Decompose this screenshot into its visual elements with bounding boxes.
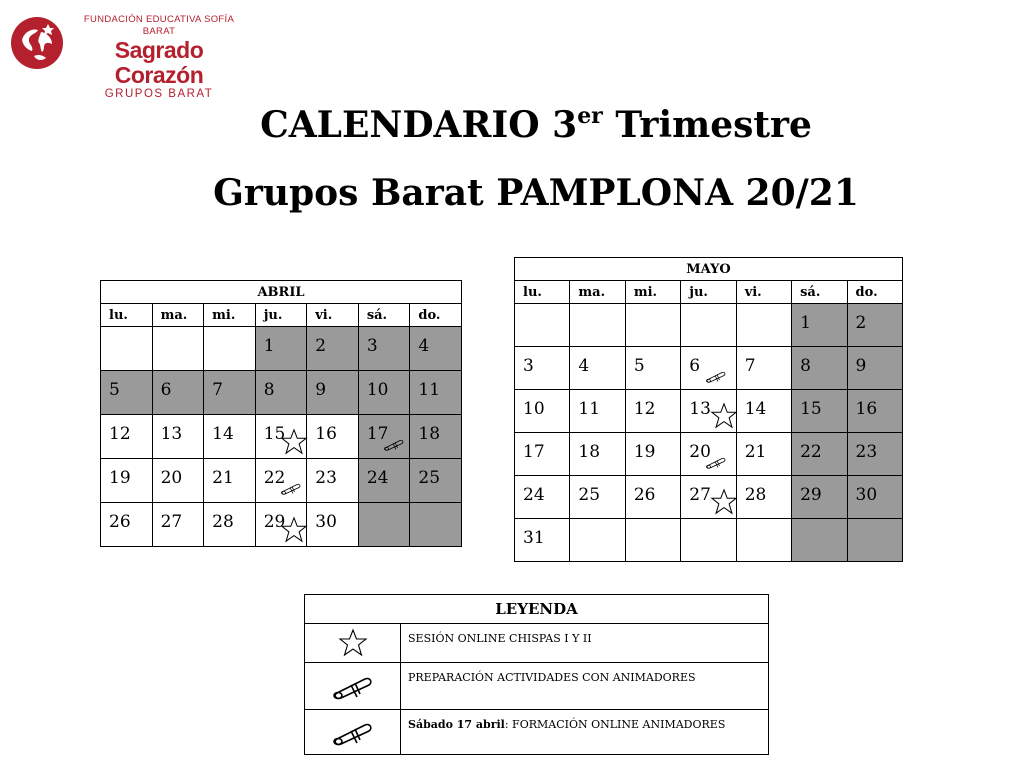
day-cell xyxy=(625,390,680,433)
day-number: 13 xyxy=(689,399,711,419)
day-number: 29 xyxy=(800,485,822,505)
legend-icon-cell xyxy=(305,710,401,755)
week-row xyxy=(515,519,903,562)
day-cell xyxy=(847,433,902,476)
day-number: 29 xyxy=(263,512,286,532)
empty-day-cell xyxy=(625,519,680,562)
day-cell xyxy=(152,371,204,415)
scroll-icon xyxy=(280,481,302,495)
weekday-header: do. xyxy=(410,304,462,327)
day-cell xyxy=(358,459,410,503)
day-number: 4 xyxy=(578,356,590,376)
day-cell xyxy=(410,415,462,459)
day-cell xyxy=(792,304,847,347)
day-cell xyxy=(255,371,307,415)
day-cell xyxy=(681,390,736,433)
day-number: 20 xyxy=(689,442,711,462)
day-cell xyxy=(101,459,153,503)
legend-title: LEYENDA xyxy=(305,595,769,624)
day-cell xyxy=(570,476,625,519)
day-number: 6 xyxy=(689,356,701,376)
day-number: 3 xyxy=(523,356,534,376)
week-row xyxy=(101,371,462,415)
legend-icon-cell xyxy=(305,624,401,663)
day-cell xyxy=(204,503,256,547)
empty-day-cell xyxy=(101,327,153,371)
day-cell xyxy=(410,327,462,371)
week-row xyxy=(515,304,903,347)
weekday-header: do. xyxy=(847,281,902,304)
legend-text xyxy=(401,624,769,663)
day-number: 30 xyxy=(315,512,337,532)
day-cell xyxy=(515,433,570,476)
empty-day-cell xyxy=(736,519,791,562)
day-number: 19 xyxy=(633,442,656,462)
day-cell xyxy=(570,390,625,433)
globe-heart-icon xyxy=(10,16,64,70)
week-row xyxy=(515,390,903,433)
day-number: 10 xyxy=(366,380,389,400)
calendar-mayo xyxy=(514,257,903,562)
day-number: 18 xyxy=(578,442,601,462)
legend-row xyxy=(305,663,769,710)
day-cell xyxy=(410,459,462,503)
day-number: 9 xyxy=(855,356,867,376)
day-number: 23 xyxy=(315,468,337,488)
legend-row xyxy=(305,624,769,663)
day-cell xyxy=(204,459,256,503)
day-number: 2 xyxy=(855,313,867,333)
day-cell xyxy=(570,433,625,476)
day-number: 15 xyxy=(263,424,286,444)
day-cell xyxy=(307,371,359,415)
day-cell xyxy=(204,415,256,459)
star-icon xyxy=(710,488,738,516)
day-number: 26 xyxy=(633,485,656,505)
day-cell xyxy=(358,415,410,459)
legend-text-bold: Sábado 17 abril xyxy=(408,718,505,731)
month-name: ABRIL xyxy=(101,281,462,304)
legend-icon-cell xyxy=(305,663,401,710)
day-cell xyxy=(847,347,902,390)
day-number: 11 xyxy=(578,399,601,419)
day-cell xyxy=(847,476,902,519)
weekday-header: sá. xyxy=(358,304,410,327)
empty-day-cell xyxy=(358,503,410,547)
day-cell xyxy=(255,503,307,547)
day-cell xyxy=(255,415,307,459)
day-number: 17 xyxy=(523,442,545,462)
day-number: 17 xyxy=(366,424,389,444)
day-cell xyxy=(307,327,359,371)
day-cell xyxy=(307,459,359,503)
page-title xyxy=(0,104,1024,146)
day-number: 16 xyxy=(315,424,337,444)
day-cell xyxy=(101,503,153,547)
weekday-header: sá. xyxy=(792,281,847,304)
weekday-header: lu. xyxy=(101,304,153,327)
day-cell xyxy=(570,347,625,390)
day-number: 22 xyxy=(800,442,822,462)
day-number: 30 xyxy=(855,485,878,505)
day-number: 1 xyxy=(263,336,275,356)
week-row xyxy=(515,433,903,476)
scroll-icon xyxy=(331,672,375,700)
day-number: 14 xyxy=(212,424,234,444)
day-cell xyxy=(515,519,570,562)
day-number: 21 xyxy=(212,468,234,488)
day-number: 3 xyxy=(366,336,378,356)
legend-text-body: : FORMACIÓN ONLINE ANIMADORES xyxy=(504,718,726,731)
day-number: 15 xyxy=(800,399,822,419)
day-cell xyxy=(307,503,359,547)
day-number: 2 xyxy=(315,336,327,356)
day-number: 22 xyxy=(263,468,286,488)
day-cell xyxy=(625,433,680,476)
legend-text xyxy=(401,710,769,755)
day-cell xyxy=(152,503,204,547)
weekday-header: lu. xyxy=(515,281,570,304)
day-number: 5 xyxy=(109,380,120,400)
day-cell xyxy=(847,304,902,347)
day-number: 24 xyxy=(523,485,545,505)
day-cell xyxy=(681,347,736,390)
week-row xyxy=(101,459,462,503)
star-icon xyxy=(338,628,368,658)
logo-text xyxy=(68,14,250,101)
week-row xyxy=(515,476,903,519)
empty-day-cell xyxy=(681,304,736,347)
logo-foundation: FUNDACIÓN EDUCATIVA SOFÍA BARAT xyxy=(83,14,235,37)
day-cell xyxy=(515,347,570,390)
empty-day-cell xyxy=(410,503,462,547)
scroll-icon xyxy=(705,369,727,383)
empty-day-cell xyxy=(736,304,791,347)
logo-name: Sagrado Corazón xyxy=(114,37,204,88)
day-cell xyxy=(681,433,736,476)
day-number: 14 xyxy=(744,399,767,419)
day-cell xyxy=(152,415,204,459)
empty-day-cell xyxy=(681,519,736,562)
weekday-header: vi. xyxy=(736,281,791,304)
day-cell xyxy=(792,433,847,476)
empty-day-cell xyxy=(570,519,625,562)
weekday-header: mi. xyxy=(204,304,256,327)
day-number: 8 xyxy=(800,356,811,376)
day-number: 26 xyxy=(109,512,131,532)
day-number: 1 xyxy=(800,313,811,333)
day-cell xyxy=(358,371,410,415)
day-cell xyxy=(847,390,902,433)
weekday-header: ju. xyxy=(681,281,736,304)
day-cell xyxy=(358,327,410,371)
day-cell xyxy=(101,371,153,415)
weekday-header: ma. xyxy=(152,304,204,327)
day-cell xyxy=(792,347,847,390)
day-cell xyxy=(736,476,791,519)
weekday-header: vi. xyxy=(307,304,359,327)
day-cell xyxy=(410,371,462,415)
empty-day-cell xyxy=(152,327,204,371)
scroll-icon xyxy=(705,455,727,469)
weekday-header: ju. xyxy=(255,304,307,327)
legend-text-body: PREPARACIÓN ACTIVIDADES CON ANIMADORES xyxy=(408,671,696,684)
day-number: 12 xyxy=(109,424,131,444)
day-cell xyxy=(255,459,307,503)
day-number: 28 xyxy=(744,485,767,505)
week-row xyxy=(101,415,462,459)
day-number: 28 xyxy=(212,512,234,532)
day-cell xyxy=(515,476,570,519)
star-icon xyxy=(280,428,308,456)
day-cell xyxy=(255,327,307,371)
day-number: 25 xyxy=(418,468,441,488)
day-number: 4 xyxy=(418,336,430,356)
empty-day-cell xyxy=(625,304,680,347)
day-number: 31 xyxy=(523,528,545,548)
day-cell xyxy=(515,390,570,433)
day-cell xyxy=(625,347,680,390)
week-row xyxy=(515,347,903,390)
day-number: 11 xyxy=(418,380,441,400)
star-icon xyxy=(710,402,738,430)
logo xyxy=(10,14,250,100)
day-number: 18 xyxy=(418,424,441,444)
day-number: 27 xyxy=(160,512,183,532)
day-number: 9 xyxy=(315,380,327,400)
day-number: 19 xyxy=(109,468,131,488)
day-cell xyxy=(736,433,791,476)
legend-row xyxy=(305,710,769,755)
page-subtitle: Grupos Barat PAMPLONA 20/21 xyxy=(213,172,859,214)
day-number: 13 xyxy=(160,424,183,444)
title-line1-post: Trimestre xyxy=(602,104,812,146)
day-number: 20 xyxy=(160,468,183,488)
day-number: 16 xyxy=(855,399,878,419)
day-number: 6 xyxy=(160,380,172,400)
day-cell xyxy=(681,476,736,519)
title-line1-pre: CALENDARIO 3 xyxy=(260,104,578,146)
day-cell xyxy=(736,347,791,390)
weekday-header: ma. xyxy=(570,281,625,304)
day-number: 12 xyxy=(633,399,656,419)
scroll-icon xyxy=(331,718,375,746)
day-cell xyxy=(736,390,791,433)
empty-day-cell xyxy=(204,327,256,371)
day-number: 24 xyxy=(366,468,389,488)
month-name: MAYO xyxy=(515,258,903,281)
empty-day-cell xyxy=(792,519,847,562)
week-row xyxy=(101,327,462,371)
day-number: 23 xyxy=(855,442,878,462)
day-cell xyxy=(792,476,847,519)
day-cell xyxy=(307,415,359,459)
day-cell xyxy=(152,459,204,503)
scroll-icon xyxy=(383,437,405,451)
empty-day-cell xyxy=(847,519,902,562)
star-icon xyxy=(280,516,308,544)
calendar-abril xyxy=(100,280,462,547)
week-row xyxy=(101,503,462,547)
day-number: 25 xyxy=(578,485,601,505)
day-cell xyxy=(792,390,847,433)
day-number: 10 xyxy=(523,399,545,419)
empty-day-cell xyxy=(515,304,570,347)
day-number: 21 xyxy=(744,442,767,462)
day-cell xyxy=(204,371,256,415)
title-line1-sup: er xyxy=(577,103,603,129)
day-number: 5 xyxy=(633,356,645,376)
day-cell xyxy=(625,476,680,519)
legend-table xyxy=(304,594,769,755)
day-number: 7 xyxy=(212,380,223,400)
legend-text xyxy=(401,663,769,710)
day-number: 27 xyxy=(689,485,711,505)
day-number: 7 xyxy=(744,356,756,376)
logo-subtitle: GRUPOS BARAT xyxy=(104,88,214,100)
day-cell xyxy=(101,415,153,459)
legend-text-body: SESIÓN ONLINE CHISPAS I Y II xyxy=(408,632,592,645)
weekday-header: mi. xyxy=(625,281,680,304)
empty-day-cell xyxy=(570,304,625,347)
day-number: 8 xyxy=(263,380,275,400)
